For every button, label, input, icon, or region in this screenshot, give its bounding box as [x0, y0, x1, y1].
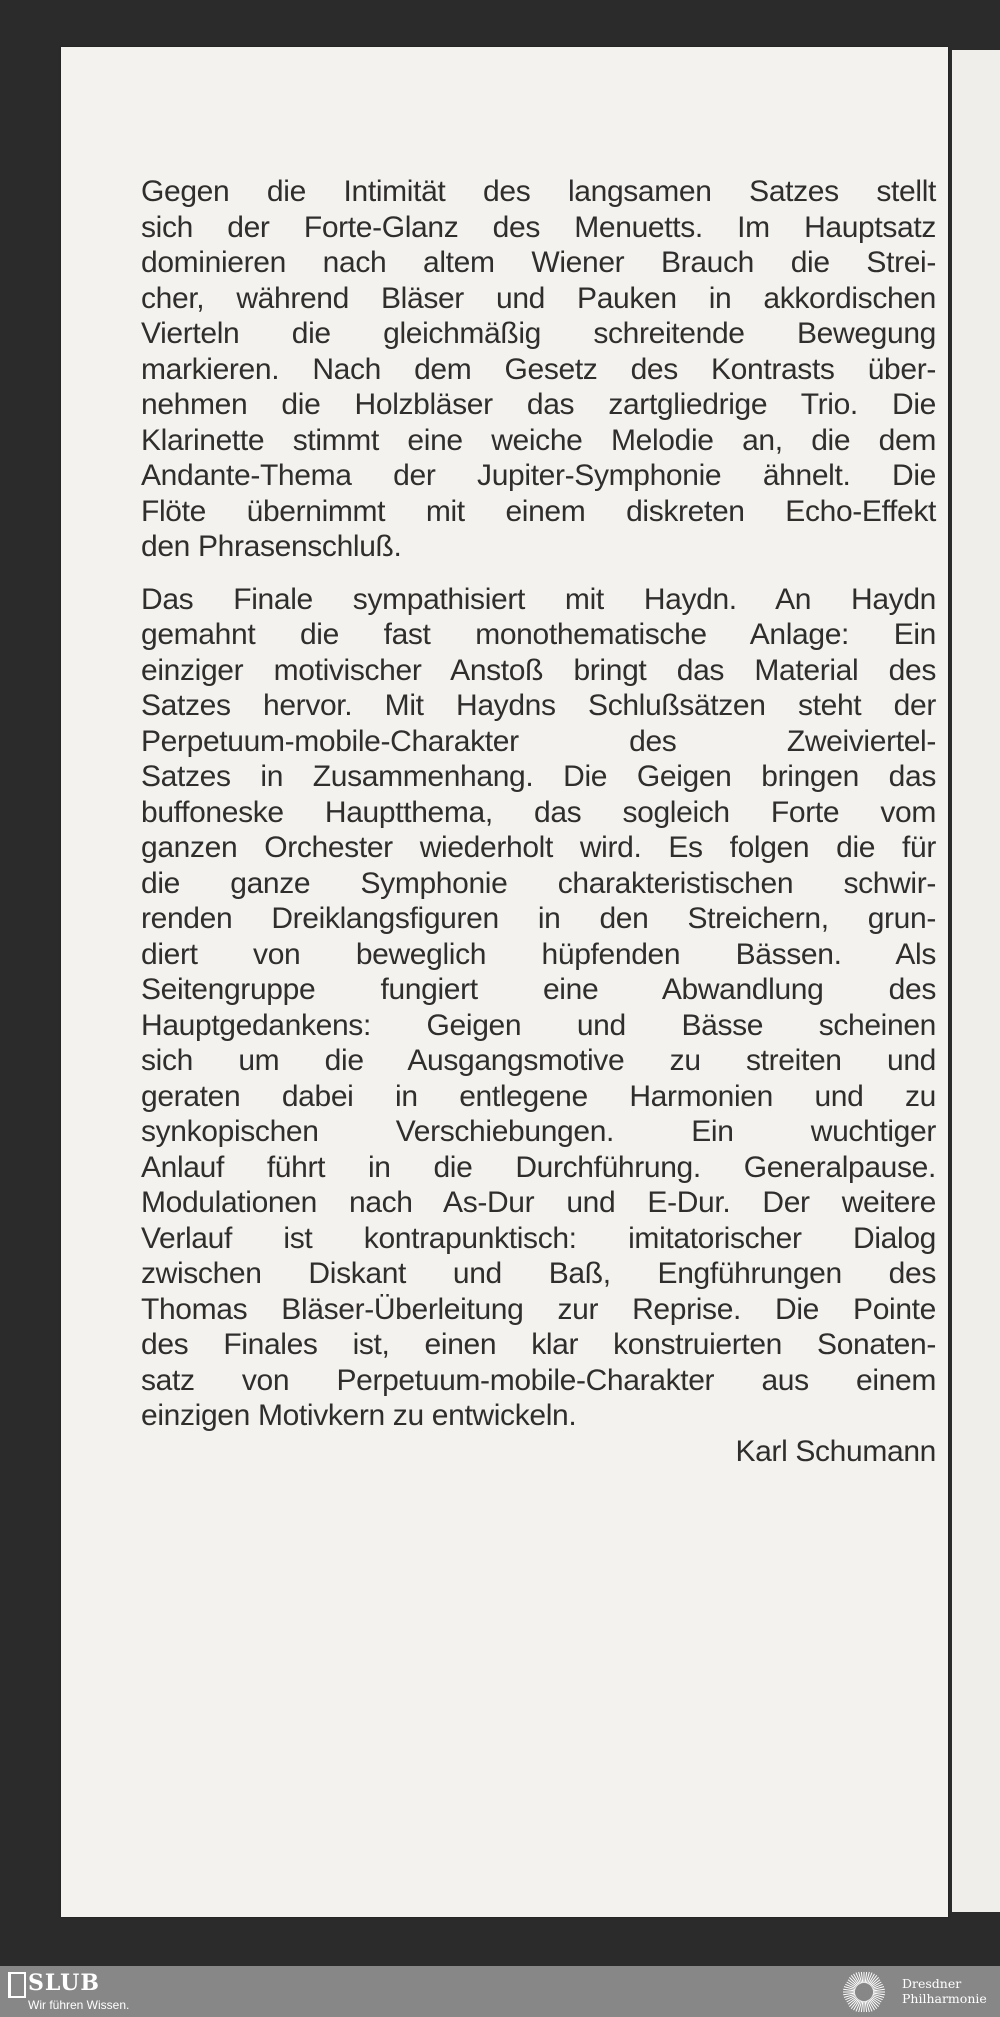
text-line: Verlauf ist kontrapunktisch: imitatorischer Dialog [141, 1221, 936, 1255]
text-line: markieren. Nach dem Gesetz des Kontrasts über- [141, 352, 936, 386]
text-line: diert von beweglich hüpfenden Bässen. Als [141, 937, 936, 971]
text-line: die ganze Symphonie charakteristischen schwir- [141, 866, 936, 900]
text-line: cher, während Bläser und Pauken in akkordischen [141, 281, 936, 315]
text-line: Klarinette stimmt eine weiche Melodie an, die dem [141, 423, 936, 457]
text-line: Hauptgedankens: Geigen und Bässe scheinen [141, 1008, 936, 1042]
slub-tagline: Wir führen Wissen. [28, 1998, 130, 2012]
adjacent-page-edge [952, 50, 1000, 1912]
philharmonie-logo-icon [842, 1970, 886, 2014]
text-line: Das Finale sympathisiert mit Haydn. An Haydn [141, 582, 936, 616]
scanned-page [61, 47, 948, 1917]
text-line: Modulationen nach As-Dur und E-Dur. Der weitere [141, 1186, 936, 1219]
footer-bar [0, 1966, 1000, 2017]
philharmonie-logo-text [902, 1976, 987, 2006]
text-line: Satzes in Zusammenhang. Die Geigen bringen das [141, 760, 936, 793]
text-line: einziger motivischer Anstoß bringt das Material des [141, 653, 936, 687]
text-line: Perpetuum-mobile-Charakter des Zweiviertel- [141, 724, 936, 758]
text-line: renden Dreiklangsfiguren in den Streichern, grun- [141, 902, 936, 935]
text-line: einzigen Motivkern zu entwickeln. [141, 1399, 577, 1432]
text-line: zwischen Diskant und Baß, Engführungen des [141, 1257, 936, 1290]
text-line: geraten dabei in entlegene Harmonien und zu [141, 1079, 936, 1113]
text-line: satz von Perpetuum-mobile-Charakter aus einem [141, 1363, 936, 1397]
slub-logo-text: SLUB [28, 1970, 100, 1996]
text-line: dominieren nach altem Wiener Brauch die Strei- [141, 246, 936, 279]
paragraph [141, 174, 936, 565]
article-text [141, 174, 936, 1469]
text-line: sich der Forte-Glanz des Menuetts. Im Hauptsatz [141, 210, 936, 244]
text-line: Gegen die Intimität des langsamen Satzes stellt [141, 175, 936, 208]
text-line: Satzes hervor. Mit Haydns Schlußsätzen steht der [141, 689, 936, 722]
text-line: Vierteln die gleichmäßig schreitende Bewegung [141, 317, 936, 350]
text-line: sich um die Ausgangsmotive zu streiten und [141, 1044, 936, 1077]
text-line: Thomas Bläser-Überleitung zur Reprise. Die Pointe [141, 1292, 936, 1326]
text-line: ganzen Orchester wiederholt wird. Es folgen die für [141, 831, 936, 864]
paragraph [141, 582, 936, 1434]
text-line: buffoneske Hauptthema, das sogleich Forte vom [141, 795, 936, 829]
text-line: Seitengruppe fungiert eine Abwandlung des [141, 973, 936, 1006]
partner-name-line1: Dresdner [902, 1976, 962, 1991]
text-line: Anlauf führt in die Durchführung. Generalpause. [141, 1150, 936, 1184]
partner-name-line2: Philharmonie [902, 1991, 987, 2006]
text-line: des Finales ist, einen klar konstruierten Sonaten- [141, 1328, 936, 1361]
text-line: gemahnt die fast monothematische Anlage: Ein [141, 618, 936, 651]
author-signature: Karl Schumann [735, 1434, 936, 1468]
text-line: Andante-Thema der Jupiter-Symphonie ähnelt. Die [141, 459, 936, 492]
text-line: nehmen die Holzbläser das zartgliedrige Trio. Die [141, 388, 936, 421]
slub-book-icon [8, 1972, 26, 1998]
text-line: Flöte übernimmt mit einem diskreten Echo-Effekt [141, 494, 936, 528]
text-line: synkopischen Verschiebungen. Ein wuchtiger [141, 1115, 936, 1148]
text-line: den Phrasenschluß. [141, 530, 402, 563]
